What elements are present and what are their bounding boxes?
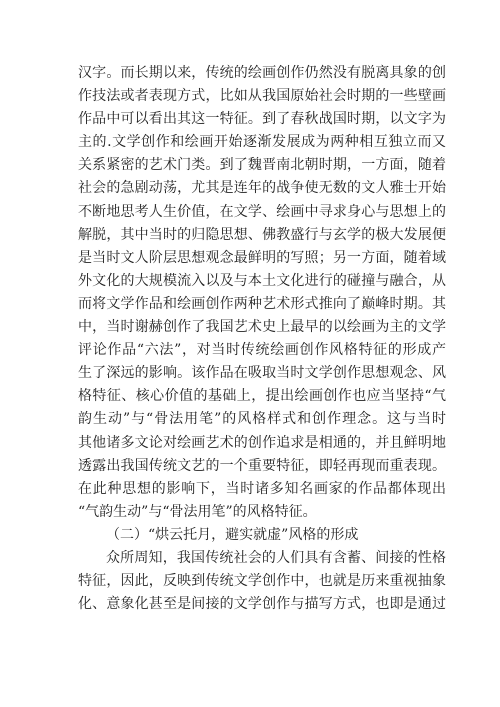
text-line: 外文化的大规模流入以及与本土文化进行的碰撞与融合，从 — [78, 272, 446, 289]
text-line: 不断地思考人生价值，在文学、绘画中寻求身心与思想上的 — [78, 203, 446, 220]
text-line: 韵生动”与“骨法用笔”的风格样式和创作理念。这与当时 — [78, 411, 446, 428]
text-line: 众所周知，我国传统社会的人们具有含蓄、间接的性格 — [106, 549, 446, 566]
text-line: 关系紧密的艺术门类。到了魏晋南北朝时期，一方面，随着 — [78, 157, 446, 174]
text-line: 解脱，其中当时的归隐思想、佛教盛行与玄学的极大发展便 — [78, 226, 446, 243]
text-line: 化、意象化甚至是间接的文学创作与描写方式，也即是通过 — [78, 596, 446, 613]
text-line: 中，当时谢赫创作了我国艺术史上最早的以绘画为主的文学 — [78, 319, 446, 336]
text-line: 而将文学作品和绘画创作两种艺术形式推向了巅峰时期。其 — [78, 295, 446, 312]
text-line: 是当时文人阶层思想观念最鲜明的写照；另一方面，随着域 — [78, 249, 446, 266]
text-line: 透露出我国传统文艺的一个重要特征，即轻再现而重表现。 — [78, 457, 446, 474]
section-heading: （二）“烘云托月，避实就虚”风格的形成 — [106, 526, 359, 543]
text-line: 评论作品“六法”，对当时传统绘画创作风格特征的形成产 — [78, 342, 446, 359]
text-line: 主的.文学创作和绘画开始逐渐发展成为两种相互独立而又 — [78, 134, 446, 151]
text-line: 格特征、核心价值的基础上，提出绘画创作也应当坚持“气 — [78, 388, 446, 405]
text-line: 在此种思想的影响下，当时诸多知名画家的作品都体现出 — [78, 480, 446, 497]
text-line: 特征，因此，反映到传统文学创作中，也就是历来重视抽象 — [78, 573, 446, 590]
text-line: 生了深远的影响。该作品在吸取当时文学创作思想观念、风 — [78, 365, 446, 382]
text-line: 其他诸多文论对绘画艺术的创作追求是相通的，并且鲜明地 — [78, 434, 446, 451]
text-line: 作品中可以看出其这一特征。到了春秋战国时期，以文字为 — [78, 111, 446, 128]
text-line: 社会的急剧动荡，尤其是连年的战争使无数的文人雅士开始 — [78, 180, 446, 197]
text-line: 汉字。而长期以来，传统的绘画创作仍然没有脱离具象的创 — [78, 65, 446, 81]
text-line: “气韵生动”与“骨法用笔”的风格特征。 — [78, 503, 317, 520]
text-line: 作技法或者表现方式，比如从我国原始社会时期的一些壁画 — [78, 88, 446, 105]
body-text — [78, 62, 446, 616]
